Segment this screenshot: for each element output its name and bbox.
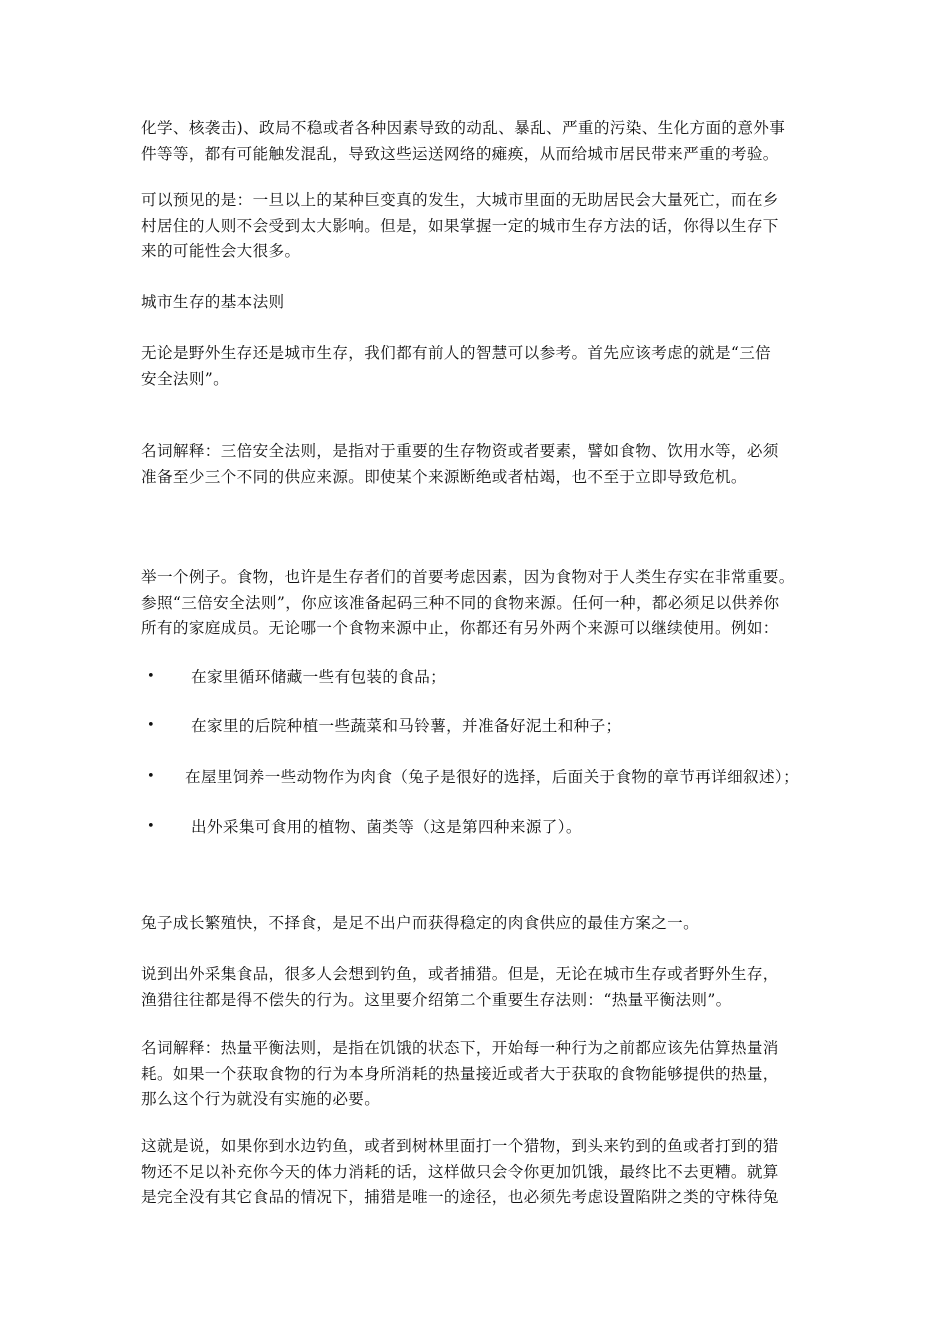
heading-text: 城市生存的基本法则 <box>141 293 285 311</box>
text-line: 参照“三倍安全法则”，你应该准备起码三种不同的食物来源。任何一种，都必须足以供养你 <box>141 593 780 612</box>
text-line: 安全法则”。 <box>141 369 230 388</box>
paragraph-2 <box>141 188 813 265</box>
text-line: 说到出外采集食品，很多人会想到钓鱼，或者捕猎。但是，无论在城市生存或者野外生存， <box>141 965 779 983</box>
paragraph-6 <box>141 911 813 937</box>
text-line: 名词解释：三倍安全法则，是指对于重要的生存物资或者要素，譬如食物、饮用水等，必须 <box>141 442 779 460</box>
paragraph-3 <box>141 341 813 392</box>
paragraph-9 <box>141 1134 813 1211</box>
paragraph-8 <box>141 1036 813 1113</box>
text-line: 举一个例子。食物，也许是生存者们的首要考虑因素，因为食物对于人类生存实在非常重要。 <box>141 568 795 586</box>
section-heading <box>141 290 813 316</box>
text-line: 渔猎往往都是得不偿失的行为。这里要介绍第二个重要生存法则：“热量平衡法则”。 <box>141 990 732 1009</box>
paragraph-5 <box>141 565 813 642</box>
text-line: 可以预见的是：一旦以上的某种巨变真的发生，大城市里面的无助居民会大量死亡，而在乡 <box>141 191 779 209</box>
list-item-text: 在家里的后院种植一些蔬菜和马铃薯，并准备好泥土和种子； <box>191 717 622 735</box>
text-line: 来的可能性会大很多。 <box>141 242 301 260</box>
text-line: 物还不足以补充你今天的体力消耗的话，这样做只会令你更加饥饿，最终比不去更糟。就算 <box>141 1162 779 1181</box>
text-line: 那么这个行为就没有实施的必要。 <box>141 1090 381 1108</box>
text-line: 这就是说，如果你到水边钓鱼，或者到树林里面打一个猎物，到头来钓到的鱼或者打到的猎 <box>141 1137 779 1155</box>
paragraph-7 <box>141 962 813 1013</box>
text-line: 耗。如果一个获取食物的行为本身所消耗的热量接近或者大于获取的食物能够提供的热量， <box>141 1064 779 1083</box>
text-line: 是完全没有其它食品的情况下，捕猎是唯一的途径，也必须先考虑设置陷阱之类的守株待兔 <box>141 1188 779 1206</box>
text-line: 兔子成长繁殖快，不择食，是足不出户而获得稳定的肉食供应的最佳方案之一。 <box>141 914 700 932</box>
text-line: 所有的家庭成员。无论哪一个食物来源中止，你都还有另外两个来源可以继续使用。例如： <box>141 619 779 637</box>
paragraph-1 <box>141 116 813 167</box>
list-item-text: 在屋里饲养一些动物作为肉食（兔子是很好的选择，后面关于食物的章节再详细叙述）； <box>185 768 800 786</box>
text-line: 化学、核袭击)、政局不稳或者各种因素导致的动乱、暴乱、严重的污染、生化方面的意外事 <box>141 119 786 137</box>
text-line: 件等等，都有可能触发混乱，导致这些运送网络的瘫痪，从而给城市居民带来严重的考验。 <box>141 144 779 163</box>
bullet-icon: • <box>147 819 155 834</box>
bullet-icon: • <box>147 769 155 784</box>
text-line: 名词解释：热量平衡法则，是指在饥饿的状态下，开始每一种行为之前都应该先估算热量消 <box>141 1039 779 1057</box>
text-line: 无论是野外生存还是城市生存，我们都有前人的智慧可以参考。首先应该考虑的就是“三倍 <box>141 344 772 362</box>
text-line: 村居住的人则不会受到太大影响。但是，如果掌握一定的城市生存方法的话，你得以生存下 <box>141 216 779 235</box>
list-item-text: 在家里循环储藏一些有包装的食品； <box>191 668 447 686</box>
text-line: 准备至少三个不同的供应来源。即使某个来源断绝或者枯竭，也不至于立即导致危机。 <box>141 467 747 486</box>
bullet-icon: • <box>147 718 155 733</box>
list-item-text: 出外采集可食用的植物、菌类等（这是第四种来源了）。 <box>191 818 582 836</box>
paragraph-4 <box>141 439 813 490</box>
bullet-icon: • <box>147 669 155 684</box>
